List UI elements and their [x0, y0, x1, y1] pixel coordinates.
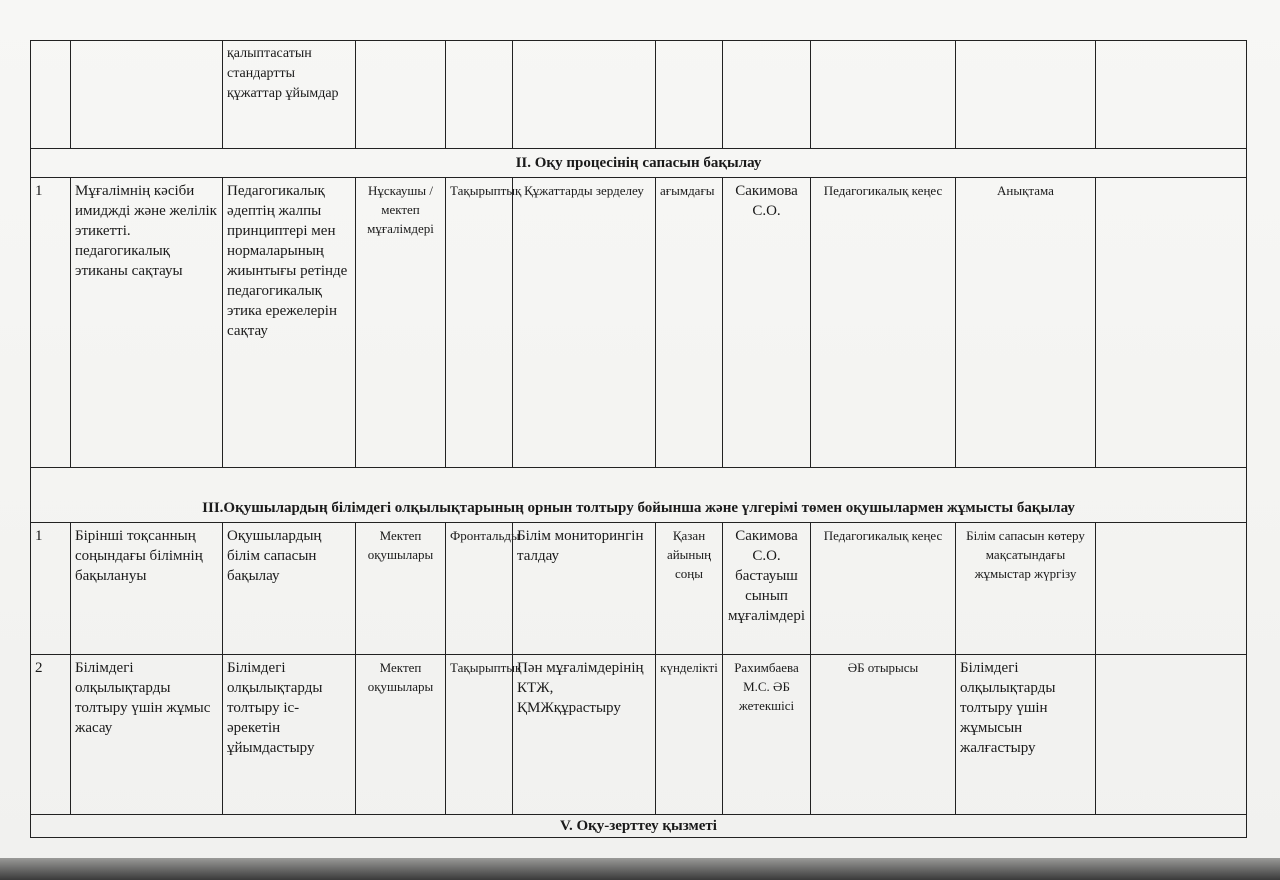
cell-responsible: Сакимова С.О.: [723, 178, 811, 468]
cell-goal: Білімдегі олқылықтарды толтыру іс-әрекетін ұйымдастыру: [223, 655, 356, 815]
cell-time: күнделікті: [656, 655, 723, 815]
cell-type: Тақырыптық: [446, 655, 513, 815]
cell-object: Мектеп оқушылары: [356, 523, 446, 655]
cell-method: Білім мониторингін талдау: [513, 523, 656, 655]
table-row: [31, 178, 1247, 468]
cell-method: Пән мұғалімдерінің КТЖ, ҚМЖқұрастыру: [513, 655, 656, 815]
cell-method: Құжаттарды зерделеу: [513, 178, 656, 468]
cell-num: 1: [31, 523, 71, 655]
cell-num: 2: [31, 655, 71, 815]
cell-object: Нұскаушы /мектеп мұғалімдері: [356, 178, 446, 468]
section-title: II. Оқу процесінің сапасын бақылау: [31, 149, 1247, 178]
cell-object: Мектеп оқушылары: [356, 655, 446, 815]
cell-result: Білімдегі олқылықтарды толтыру үшін жұмысын жалғастыру: [956, 655, 1096, 815]
cell-place: ӘБ отырысы: [811, 655, 956, 815]
table-row: [31, 655, 1247, 815]
cell-result: Анықтама: [956, 178, 1096, 468]
cell-goal: қалыптасатын стандартты құжаттар ұйымдар: [223, 41, 356, 149]
section-header: [31, 815, 1247, 838]
cell-topic: Мұғалімнің кәсіби имиджді және желілік этикетті. педагогикалық этиканы сақтауы: [71, 178, 223, 468]
control-plan-table: [30, 40, 1247, 838]
cell-result: Білім сапасын көтеру мақсатындағы жұмыстар жүргізу: [956, 523, 1096, 655]
cell-topic: Бірінші тоқсанның соңындағы білімнің бақылануы: [71, 523, 223, 655]
table-row: [31, 41, 1247, 149]
cell-responsible: Сакимова С.О. бастауыш сынып мұғалімдері: [723, 523, 811, 655]
cell-time: ағымдағы: [656, 178, 723, 468]
section-header: [31, 149, 1247, 178]
section-title: III.Оқушылардың білімдегі олқылықтарының орнын толтыру бойынша және үлгерімі төмен оқушылармен жұмысты бақылау: [31, 468, 1247, 523]
cell-topic: Білімдегі олқылықтарды толтыру үшін жұмыс жасау: [71, 655, 223, 815]
section-title: V. Оқу-зерттеу қызметі: [31, 815, 1247, 838]
cell-goal: Оқушылардың білім сапасын бақылау: [223, 523, 356, 655]
cell-time: Қазан айының соңы: [656, 523, 723, 655]
table-row: [31, 523, 1247, 655]
cell-type: Тақырыптық: [446, 178, 513, 468]
section-header: [31, 468, 1247, 523]
page-edge-shadow: [0, 858, 1280, 880]
cell-goal: Педагогикалық әдептің жалпы принциптері мен нормаларының жиынтығы ретінде педагогикалық этика ережелерін сақтау: [223, 178, 356, 468]
cell-responsible: Рахимбаева М.С. ӘБ жетекшісі: [723, 655, 811, 815]
cell-type: Фронтальды: [446, 523, 513, 655]
cell-num: 1: [31, 178, 71, 468]
cell-place: Педагогикалық кеңес: [811, 523, 956, 655]
cell-place: Педагогикалық кеңес: [811, 178, 956, 468]
